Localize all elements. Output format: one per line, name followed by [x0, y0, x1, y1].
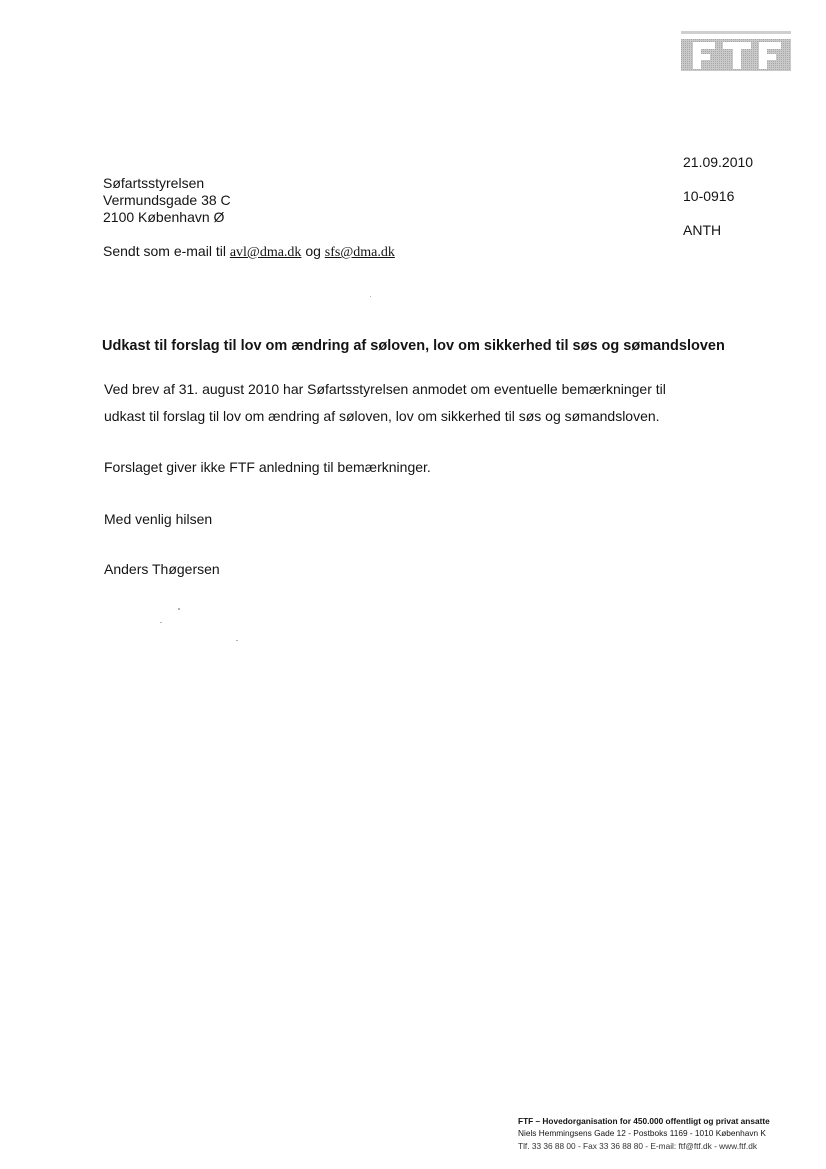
letter-subject: Udkast til forslag til lov om ændring af søloven, lov om sikkerhed til søs og sømandsloven — [102, 338, 725, 354]
scan-speck — [160, 622, 162, 623]
case-number: 10-0916 — [683, 188, 735, 204]
body-paragraph-2: Forslaget giver ikke FTF anledning til bemærkninger. — [104, 459, 431, 475]
footer-address: Niels Hemmingsens Gade 12 - Postboks 1169 - 1010 København K — [518, 1128, 766, 1138]
footer-organisation: FTF – Hovedorganisation for 450.000 offentligt og privat ansatte — [518, 1116, 770, 1126]
recipient-street: Vermundsgade 38 C — [103, 192, 231, 208]
recipient-name: Søfartsstyrelsen — [103, 175, 205, 191]
email-link-avl[interactable]: avl@dma.dk — [229, 245, 302, 260]
scan-speck — [236, 640, 238, 641]
email-link-sfs[interactable]: sfs@dma.dk — [324, 245, 395, 260]
footer-contact-cut-off: Tlf. 33 36 88 00 - Fax 33 36 88 80 - E-mail: ftf@ftf.dk - www.ftf.dk — [518, 1141, 757, 1151]
scan-speck — [370, 296, 371, 297]
body-paragraph-1-line-1: Ved brev af 31. august 2010 har Søfartsstyrelsen anmodet om eventuelle bemærkninger til — [104, 381, 666, 397]
body-paragraph-1-line-2: udkast til forslag til lov om ændring af søloven, lov om sikkerhed til søs og sømandsloven. — [104, 408, 660, 424]
recipient-city: 2100 København Ø — [103, 209, 225, 225]
sent-prefix: Sendt som e-mail til — [103, 243, 226, 259]
signature-name: Anders Thøgersen — [104, 561, 220, 577]
letter-date: 21.09.2010 — [683, 154, 754, 170]
closing-greeting: Med venlig hilsen — [104, 511, 213, 527]
ftf-logo — [681, 31, 791, 71]
sent-line — [103, 243, 395, 261]
scan-speck — [178, 608, 180, 610]
sent-conjunction: og — [305, 243, 321, 259]
initials: ANTH — [683, 222, 722, 238]
